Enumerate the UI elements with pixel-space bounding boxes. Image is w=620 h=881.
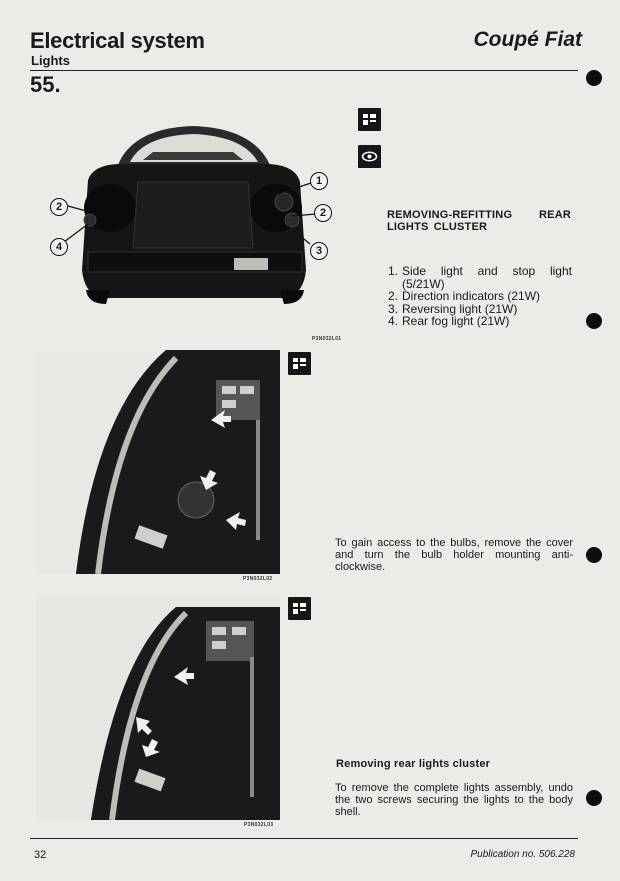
binder-hole-mark — [586, 547, 602, 563]
list-item-number: 4. — [388, 314, 399, 328]
eye-icon — [358, 145, 381, 168]
list-item-text: Rear fog light (21W) — [402, 314, 510, 328]
list-item — [388, 265, 572, 290]
list-item-text: Side light and stop light (5/21W) — [402, 264, 572, 291]
removal-icon — [288, 352, 311, 375]
binder-hole-mark — [586, 70, 602, 86]
brand-name: Coupé Fiat — [473, 28, 582, 51]
removal-icon — [288, 597, 311, 620]
access-instructions: To gain access to the bulbs, remove the cover and turn the bulb holder mounting anti-clockwise. — [335, 537, 573, 573]
list-item-text: Direction indicators (21W) — [402, 289, 541, 303]
subsection-heading: Removing rear lights cluster — [336, 758, 491, 770]
list-item-number: 3. — [388, 301, 399, 316]
lights-cluster-photo — [36, 597, 280, 820]
bulb-holder-photo — [36, 350, 280, 574]
binder-hole-mark — [586, 790, 602, 806]
bulb-list — [388, 265, 572, 328]
section-number: 55. — [30, 72, 61, 97]
section-heading: REMOVING-REFITTING REAR LIGHTS CLUSTER — [387, 209, 571, 233]
header-rule — [30, 70, 578, 71]
bulb-holder-illustration — [36, 350, 280, 574]
list-item-number: 2. — [388, 289, 399, 303]
callout-4: 4 — [50, 238, 68, 256]
chapter-subtitle: Lights — [31, 53, 70, 68]
list-item-number: 1. — [388, 264, 399, 278]
list-item — [388, 315, 572, 328]
rear-car-illustration — [48, 120, 338, 340]
callout-1: 1 — [310, 172, 328, 190]
callout-2-left: 2 — [50, 198, 68, 216]
chapter-title: Electrical system — [30, 28, 205, 53]
page-number: 32 — [34, 849, 47, 861]
removal-instructions: To remove the complete lights assembly, undo the two screws securing the lights to the body shell. — [335, 782, 573, 818]
removal-icon — [358, 108, 381, 131]
list-item-text: Reversing light (21W) — [402, 301, 518, 316]
figure-code: P3N032L01 — [312, 336, 342, 342]
publication-number: Publication no. 506.228 — [470, 849, 575, 860]
figure-code: P3N032L02 — [243, 576, 273, 582]
list-item — [388, 290, 572, 303]
footer-rule — [30, 838, 578, 839]
binder-hole-mark — [586, 313, 602, 329]
callout-3: 3 — [310, 242, 328, 260]
callout-2-right: 2 — [314, 204, 332, 222]
lights-cluster-illustration — [36, 597, 280, 820]
figure-code: P3N032L03 — [244, 822, 274, 828]
rear-car-figure — [48, 120, 338, 340]
